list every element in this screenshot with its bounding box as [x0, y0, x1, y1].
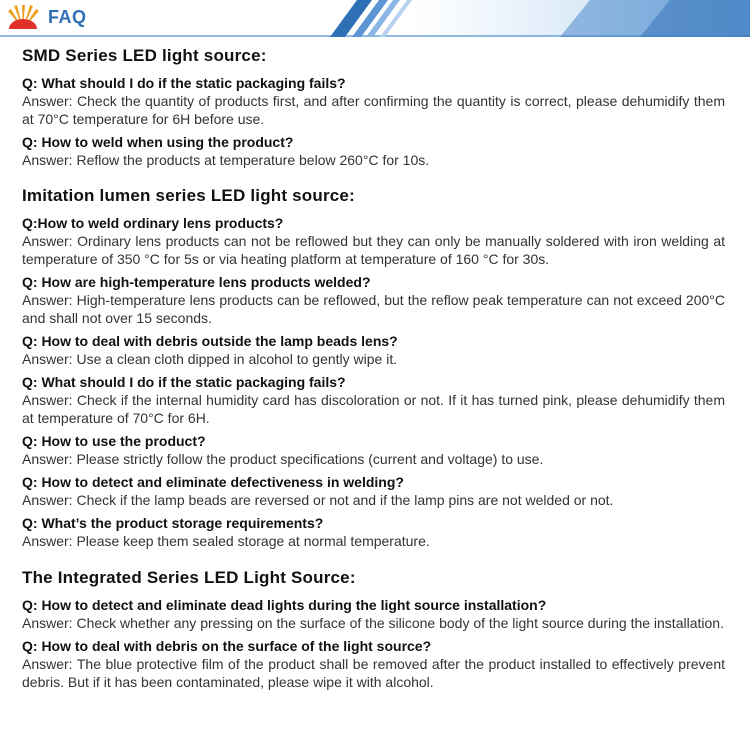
answer: Answer: Check if the lamp beads are reversed or not and if the lamp pins are not welded or not. — [22, 492, 614, 508]
question: Q: What’s the product storage requirements? — [22, 515, 324, 531]
faq-item — [22, 133, 725, 169]
question: Q: How to detect and eliminate dead lights during the light source installation? — [22, 597, 547, 613]
faq-item — [22, 214, 725, 268]
question: Q: How to deal with debris outside the lamp beads lens? — [22, 333, 398, 349]
answer: Answer: Please keep them sealed storage at normal temperature. — [22, 533, 430, 549]
answer: Answer: The blue protective film of the product shall be removed after the product installed to effectively prevent debris. But if it has been contaminated, please wipe it with alcohol. — [22, 656, 725, 690]
faq-header — [0, 0, 750, 37]
faq-item — [22, 74, 725, 128]
answer: Answer: Use a clean cloth dipped in alcohol to gently wipe it. — [22, 351, 398, 367]
section-integrated — [22, 568, 725, 691]
section-title: SMD Series LED light source: — [22, 46, 267, 65]
section-smd — [22, 46, 725, 169]
question: Q: How to use the product? — [22, 433, 206, 449]
page-title: FAQ — [48, 7, 87, 27]
question: Q: How to detect and eliminate defectiveness in welding? — [22, 474, 404, 490]
faq-item — [22, 373, 725, 427]
faq-content — [22, 46, 725, 696]
question: Q: How to weld when using the product? — [22, 134, 294, 150]
section-imitation-lumen — [22, 186, 725, 550]
question: Q: What should I do if the static packaging fails? — [22, 374, 346, 390]
question: Q: How to deal with debris on the surface of the light source? — [22, 638, 432, 654]
answer: Answer: Reflow the products at temperature below 260°C for 10s. — [22, 152, 430, 168]
faq-item — [22, 332, 725, 368]
section-title: Imitation lumen series LED light source: — [22, 186, 355, 205]
faq-item — [22, 637, 725, 691]
question: Q: What should I do if the static packaging fails? — [22, 75, 346, 91]
faq-item — [22, 473, 725, 509]
faq-item — [22, 596, 725, 632]
answer: Answer: Please strictly follow the product specifications (current and voltage) to use. — [22, 451, 544, 467]
section-title: The Integrated Series LED Light Source: — [22, 568, 356, 587]
answer: Answer: Check if the internal humidity card has discoloration or not. If it has turned pink, please dehumidify them at temperature of 70°C for 6H. — [22, 392, 725, 426]
answer: Answer: Check the quantity of products first, and after confirming the quantity is correct, please dehumidify them at 70°C temperature for 6H before use. — [22, 93, 725, 127]
question: Q: How are high-temperature lens products welded? — [22, 274, 371, 290]
question: Q:How to weld ordinary lens products? — [22, 215, 284, 231]
faq-item — [22, 273, 725, 327]
faq-item — [22, 432, 725, 468]
faq-item — [22, 514, 725, 550]
sunrise-logo-icon — [6, 5, 40, 31]
answer: Answer: Check whether any pressing on the surface of the silicone body of the light source during the installation. — [22, 615, 724, 631]
answer: Answer: High-temperature lens products can be reflowed, but the reflow peak temperature can not exceed 200°C and shall not over 15 seconds. — [22, 292, 725, 326]
header-stripe-graphic — [0, 0, 750, 37]
answer: Answer: Ordinary lens products can not be reflowed but they can only be manually soldered with iron welding at temperature of 350 °C for 5s or via heating platform at temperature of 160 °C for 30s. — [22, 233, 725, 267]
